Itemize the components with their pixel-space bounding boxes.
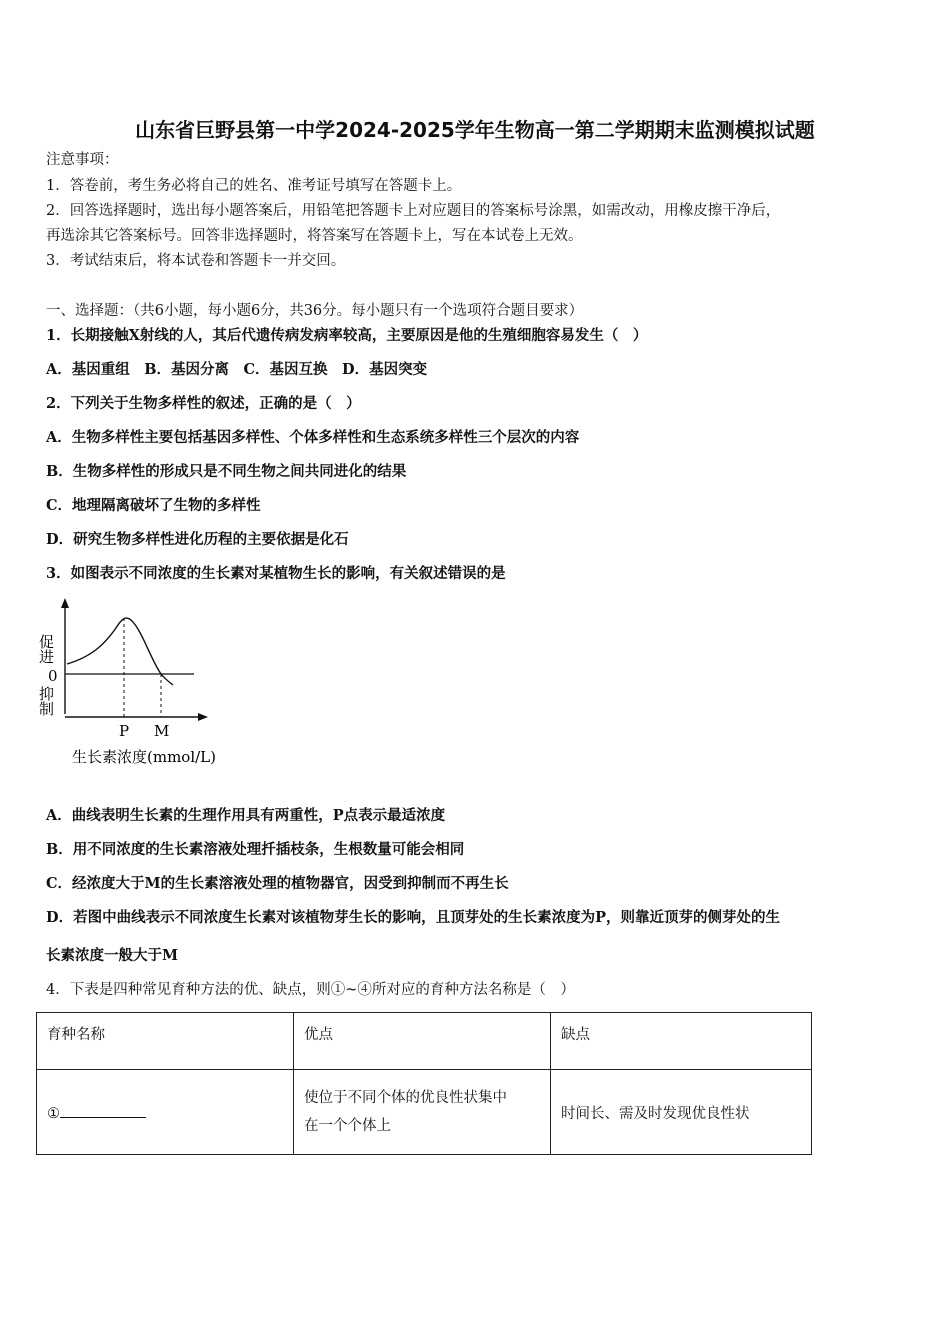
header-cell-pro: 优点: [294, 1013, 551, 1070]
x-axis: [65, 713, 208, 721]
q1-stem: 1．长期接触X射线的人，其后代遗传病发病率较高，主要原因是他的生殖细胞容易发生（ ）: [46, 327, 648, 344]
point-m-label: M: [154, 722, 170, 740]
header-cell-con: 缺点: [551, 1013, 812, 1070]
breeding-methods-table: [36, 1012, 812, 1155]
q3-option-a: A．曲线表明生长素的生理作用具有两重性，P点表示最适浓度: [46, 807, 446, 824]
q3-stem: 3．如图表示不同浓度的生长素对某植物生长的影响，有关叙述错误的是: [46, 565, 506, 582]
y-label-inhibit: 抑制: [37, 686, 55, 716]
point-p-label: P: [119, 722, 130, 740]
q3-option-b: B．用不同浓度的生长素溶液处理扦插枝条，生根数量可能会相同: [46, 841, 465, 858]
cell-disadvantage: 时间长、需及时发现优良性状: [551, 1070, 812, 1155]
q3-option-d: D．若图中曲线表示不同浓度生长素对该植物芽生长的影响，且顶芽处的生长素浓度为P，则靠近顶芽的侧芽处的生: [46, 909, 780, 926]
q1-options: A．基因重组 B．基因分离 C．基因互换 D．基因突变: [46, 361, 428, 378]
y-axis: [61, 598, 69, 714]
q2-option-b: B．生物多样性的形成只是不同生物之间共同进化的结果: [46, 463, 407, 480]
q3-option-c: C．经浓度大于M的生长素溶液处理的植物器官，因受到抑制而不再生长: [46, 875, 509, 892]
auxin-curve-graph: [37, 596, 234, 772]
advantage-line: 在一个个体上: [304, 1118, 391, 1134]
notice-item: 1．答卷前，考生务必将自己的姓名、准考证号填写在答题卡上。: [46, 178, 462, 194]
notice-item: 2．回答选择题时，选出每小题答案后，用铅笔把答题卡上对应题目的答案标号涂黑，如需改动，用橡皮擦干净后，: [46, 203, 781, 219]
table-row: [37, 1070, 812, 1155]
advantage-line: 使位于不同个体的优良性状集中: [304, 1090, 507, 1106]
q2-option-c: C．地理隔离破坏了生物的多样性: [46, 497, 261, 514]
cell-method-name: [37, 1070, 294, 1155]
notice-heading: 注意事项：: [46, 152, 119, 168]
notice-item: 3．考试结束后，将本试卷和答题卡一并交回。: [46, 253, 346, 269]
q3-option-d-cont: 长素浓度一般大于M: [46, 947, 179, 964]
section-heading: 一、选择题：（共6小题，每小题6分，共36分。每小题只有一个选项符合题目要求）: [46, 303, 584, 319]
q2-option-a: A．生物多样性主要包括基因多样性、个体多样性和生态系统多样性三个层次的内容: [46, 429, 580, 446]
x-axis-label: 生长素浓度(mmol/L): [72, 748, 216, 766]
notice-item: 再选涂其它答案标号。回答非选择题时，将答案写在答题卡上，写在本试卷上无效。: [46, 228, 583, 244]
growth-curve: [67, 618, 173, 685]
q2-stem: 2．下列关于生物多样性的叙述，正确的是（ ）: [46, 395, 361, 412]
q4-stem: 4．下表是四种常见育种方法的优、缺点，则①~④所对应的育种方法名称是（ ）: [46, 982, 575, 998]
page-title: 山东省巨野县第一中学2024-2025学年生物高一第二学期期末监测模拟试题: [135, 118, 815, 142]
cell-advantage: [294, 1070, 551, 1155]
answer-blank: [60, 1103, 146, 1118]
row-marker: ①: [47, 1105, 60, 1122]
y-label-zero: 0: [48, 667, 58, 685]
y-label-promote: 促进: [37, 634, 55, 664]
header-cell-name: 育种名称: [37, 1013, 294, 1070]
q2-option-d: D．研究生物多样性进化历程的主要依据是化石: [46, 531, 349, 548]
table-header-row: [37, 1013, 812, 1070]
